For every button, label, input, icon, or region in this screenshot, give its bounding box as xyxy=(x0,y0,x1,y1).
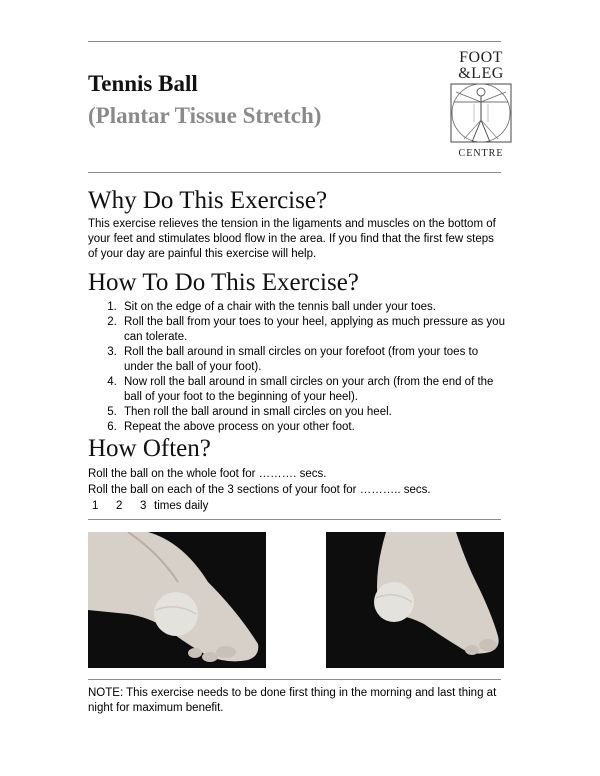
section-rule xyxy=(88,519,501,520)
header-rule xyxy=(88,172,501,173)
how-heading: How To Do This Exercise? xyxy=(88,269,359,296)
note-text xyxy=(88,686,508,716)
top-rule xyxy=(88,41,501,42)
why-line: of your day are painful this exercise will help. xyxy=(88,248,317,260)
why-line: This exercise relieves the tension in the ligaments and muscles on the bottom of xyxy=(88,218,496,230)
step-item: 2. Roll the ball from your toes to your heel, applying as much pressure as you can tolerate. xyxy=(120,315,510,345)
logo-line-centre: CENTRE xyxy=(458,148,504,159)
frequency-line-whole-foot: Roll the ball on the whole foot for ………. secs. xyxy=(88,468,327,480)
step-item: 6. Repeat the above process on your other foot. xyxy=(120,420,510,435)
foot-photo-forefoot xyxy=(88,532,266,668)
times-daily-row xyxy=(88,498,431,514)
frequency-block xyxy=(88,466,431,514)
foot-photo-arch xyxy=(326,532,504,668)
times-option-1: 1 xyxy=(92,500,99,512)
why-heading: Why Do This Exercise? xyxy=(88,187,328,214)
logo-line-foot: FOOT xyxy=(459,49,503,66)
why-paragraph xyxy=(88,217,508,262)
note-line: NOTE: This exercise needs to be done first thing in the morning and last thing at xyxy=(88,687,497,699)
logo-line-leg: &LEG xyxy=(458,65,504,82)
note-line: night for maximum benefit. xyxy=(88,702,224,714)
times-option-2: 2 xyxy=(116,500,123,512)
step-item: 1. Sit on the edge of a chair with the tennis ball under your toes. xyxy=(120,300,510,315)
foot-leg-centre-logo xyxy=(446,50,516,168)
vitruvian-figure-icon xyxy=(446,82,516,146)
page-title: Tennis Ball xyxy=(88,71,198,96)
step-item: 5. Then roll the ball around in small circles on you heel. xyxy=(120,405,510,420)
step-item: 4. Now roll the ball around in small circles on your arch (from the end of the ball of your foot to the beginning of your heel). xyxy=(120,375,510,405)
step-item: 3. Roll the ball around in small circles on your forefoot (from your toes to under the ball of your foot). xyxy=(120,345,510,375)
page-subtitle: (Plantar Tissue Stretch) xyxy=(88,103,322,128)
times-daily-label: times daily xyxy=(154,500,209,512)
times-option-3: 3 xyxy=(140,500,147,512)
foot-on-tennis-ball-image-right xyxy=(326,532,504,668)
steps-list xyxy=(88,300,510,435)
why-line: your feet and stimulates blood flow in the area. If you find that the first few steps xyxy=(88,233,494,245)
frequency-line-sections: Roll the ball on each of the 3 sections of your foot for ……….. secs. xyxy=(88,484,431,496)
foot-on-tennis-ball-image-left xyxy=(88,532,266,668)
often-heading: How Often? xyxy=(88,435,211,462)
footer-rule xyxy=(88,679,501,680)
